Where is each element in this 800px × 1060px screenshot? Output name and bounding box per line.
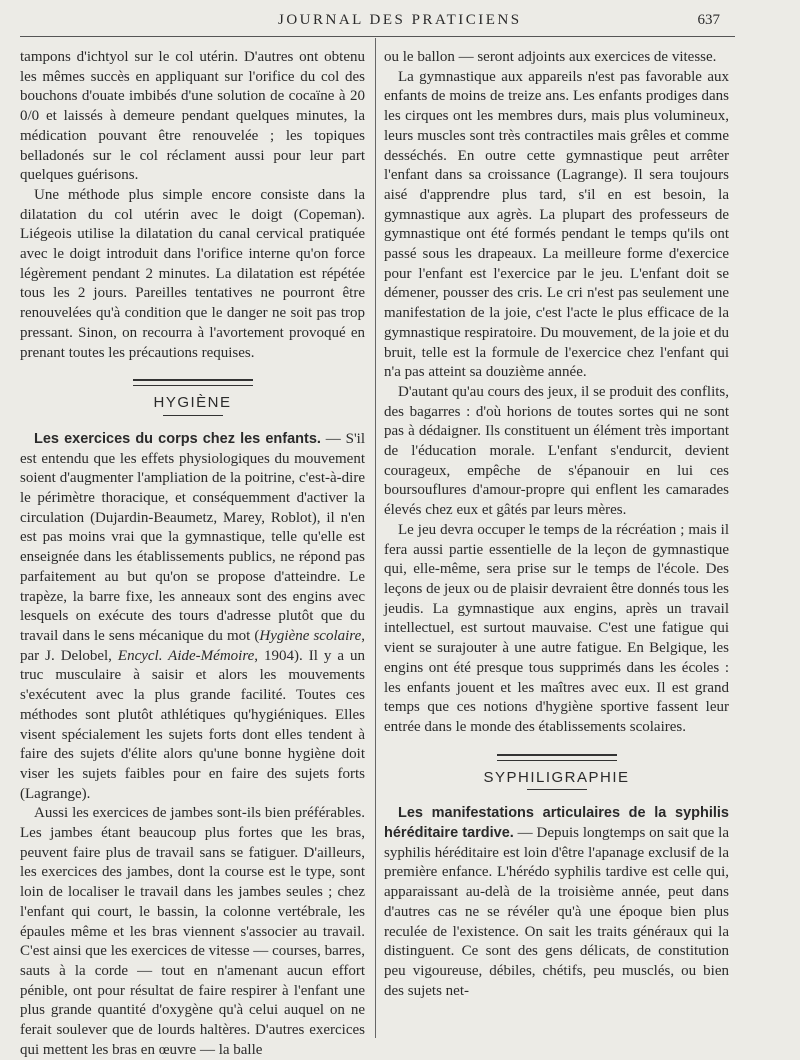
header-rule bbox=[20, 36, 735, 37]
paragraph: Le jeu devra occuper le temps de la récréation ; mais il fera aussi partie essentielle de la leçon de gymnastique qui, elle-même, sera prise sur le temps de l'école. Des leçons de jeux ou de plaisir devraient être donnés tous les jeudis. La gymnastique aux engins, après un travail intellectuel, est surtout mauvaise. C'est une fatigue qui vient se surajouter à une autre fatigue. En Belgique, les engins ont été presque tous supprimés dans les écoles : les enfants jouent et les maîtres avec eux. Il est grand temps que ces notions d'hygiène sportive fassent leur entrée dans le monde des établissements scolaires. bbox=[384, 521, 729, 735]
paragraph-text: — S'il est entendu que les effets physiologiques du mouvement soient d'augmenter l'ampliation de la poitrine, c'est-à-dire le périmètre thoracique, et conséquemment d'activer la circulation (Dujardin-Beaumetz, Marey, Roblot), il n'en est pas moins vrai que la gymnastique, telle qu'elle est enseignée dans les établissements publics, ne répond pas parfaitement au but qu'on se propose d'atteindre. Le trapèze, la barre fixe, les anneaux sont des engins avec lesquels on exécute des tours d'adresse plutôt que du travail dans le sens mécanique du mot ( bbox=[20, 430, 365, 644]
paragraph: ou le ballon — seront adjoints aux exercices de vitesse. bbox=[384, 49, 717, 65]
column-divider bbox=[375, 38, 376, 1038]
running-header bbox=[20, 12, 720, 34]
paragraph: Une méthode plus simple encore consiste dans la dilatation du col utérin avec le doigt (Copeman). Liégeois utilise la dilatation du canal cervical pratiquée avec le doigt introduit dans l'orifice interne qu'on force légèrement pendant 2 minutes. La dilatation est répétée tous les 2 jours. Pareilles tentatives ne pourront être renouvelées qu'à condition que le danger ne soit pas trop pressant. Sinon, on recourra à l'avortement provoqué en prenant toutes les précautions requises. bbox=[20, 186, 365, 361]
section-rule bbox=[133, 379, 253, 386]
paragraph: La gymnastique aux appareils n'est pas favorable aux enfants de moins de treize ans. Les enfants prodiges dans les cirques ont les membres durs, mais plus volumineux, leurs muscles sont très contractiles mais grêles et comme desséchés. En outre cette gymnastique peut arrêter l'enfant dans sa croissance (Lagrange). Il sera toujours aisé d'apprendre plus tard, s'il en est besoin, la gymnastique aux agrès. La plupart des professeurs de gymnastique ont été formés pendant le temps qu'ils ont passé sous les drapeaux. La meilleure forme d'exercice pour l'enfant est l'exercice par le jeu. L'enfant doit se démener, pousser des cris. Le cri n'est pas seulement une manifestation de la joie, c'est l'acte le plus efficace de la gymnastique respiratoire. Du mouvement, de la joie et du bruit, telle est la formule de l'exercice chez l'enfant qui n'a pas atteint sa douzième année. bbox=[384, 68, 729, 381]
section-heading-hygiene: HYGIÈNE bbox=[153, 394, 232, 412]
journal-title: JOURNAL DES PRATICIENS bbox=[278, 12, 522, 28]
paragraph: Aussi les exercices de jambes sont-ils bien préférables. Les jambes étant beaucoup plus fortes que les bras, peuvent faire plus de travail sans se fatiguer. D'ailleurs, les exercices des jambes, dont la course est le type, sont loin de localiser le travail dans les jambes seules ; chez l'enfant qui court, le bassin, la colonne vertébrale, les épaules même et les bras viennent s'associer au travail. C'est ainsi que les exercices de vitesse — courses, barres, sauts à la corde — tout en n'amenant aucun effort pénible, ont pour résultat de faire respirer à l'enfant une plus grande quantité d'oxygène qu'à celui auquel on ne ferait soulever que de lourds haltères. D'autres exercices qui mettent les bras en œuvre — la balle bbox=[20, 805, 365, 1058]
article-title: Les exercices du corps chez les enfants. bbox=[34, 430, 321, 447]
heading-underline bbox=[527, 789, 587, 790]
right-column bbox=[384, 48, 729, 1001]
paragraph-text: — Depuis longtemps on sait que la syphilis héréditaire est loin d'être l'apanage exclusif de la première enfance. L'hérédo syphilis tardive est celle qui, apparaissant au-delà de la troisième année, peut dans d'autres cas ne se révéler qu'à une époque bien plus reculée de l'existence. On sait les traits généraux qui la distinguent. Ce sont des gens délicats, de constitution peu vigoureuse, débiles, chétifs, peu musclés, ou bien des sujets net- bbox=[384, 825, 730, 999]
paragraph: tampons d'ichtyol sur le col utérin. D'autres ont obtenu les mêmes succès en appliquant sur l'orifice du col des bouchons d'ouate imbibés d'une solution de cocaïne à 20 0/0 et laissés à demeure pendant quelques minutes, la médication pouvant être renouvelée ; les topiques belladonés sur le col réclament aussi pour leur part quelques guérisons. bbox=[20, 49, 365, 184]
paragraph-text: , par J. Delobel, bbox=[20, 627, 365, 664]
article-paragraph bbox=[384, 804, 729, 1001]
article-paragraph bbox=[20, 430, 365, 804]
italic-reference: Encycl. Aide-Mémoire bbox=[117, 647, 255, 664]
section-heading-syphiligraphie: SYPHILIGRAPHIE bbox=[483, 768, 630, 786]
heading-underline bbox=[163, 415, 223, 416]
italic-reference: Hygiène scolaire bbox=[259, 627, 362, 644]
page-number: 637 bbox=[697, 12, 720, 28]
section-rule bbox=[497, 754, 617, 761]
article-title: Les manifestations articulaires de la syphilis héréditaire tardive. bbox=[384, 805, 729, 842]
left-column bbox=[20, 48, 365, 1060]
paragraph-text: , 1904). Il y a un truc musculaire à saisir et alors les mouvements s'exécutent avec la plus grande facilité. Toutes ces méthodes sont plutôt athlétiques qu'hygiéniques. Elles visent spécialement les sujets forts dont elles tendent à faire des sujets d'élite alors qu'une bonne hygiène doit viser les sujets faibles pour en faire des sujets forts (Lagrange). bbox=[20, 647, 365, 802]
paragraph: D'autant qu'au cours des jeux, il se produit des conflits, des bagarres : d'où horions de toutes sortes qui ne sont pas à dédaigner. Ils constituent un élément très important de l'éducation morale. L'enfant s'endurcit, devient courageux, empêche de s'épanouir en lui ces boursouflures d'amour-propre qui enflent les camarades élevés chez eux et gâtés par leurs mères. bbox=[384, 383, 729, 519]
